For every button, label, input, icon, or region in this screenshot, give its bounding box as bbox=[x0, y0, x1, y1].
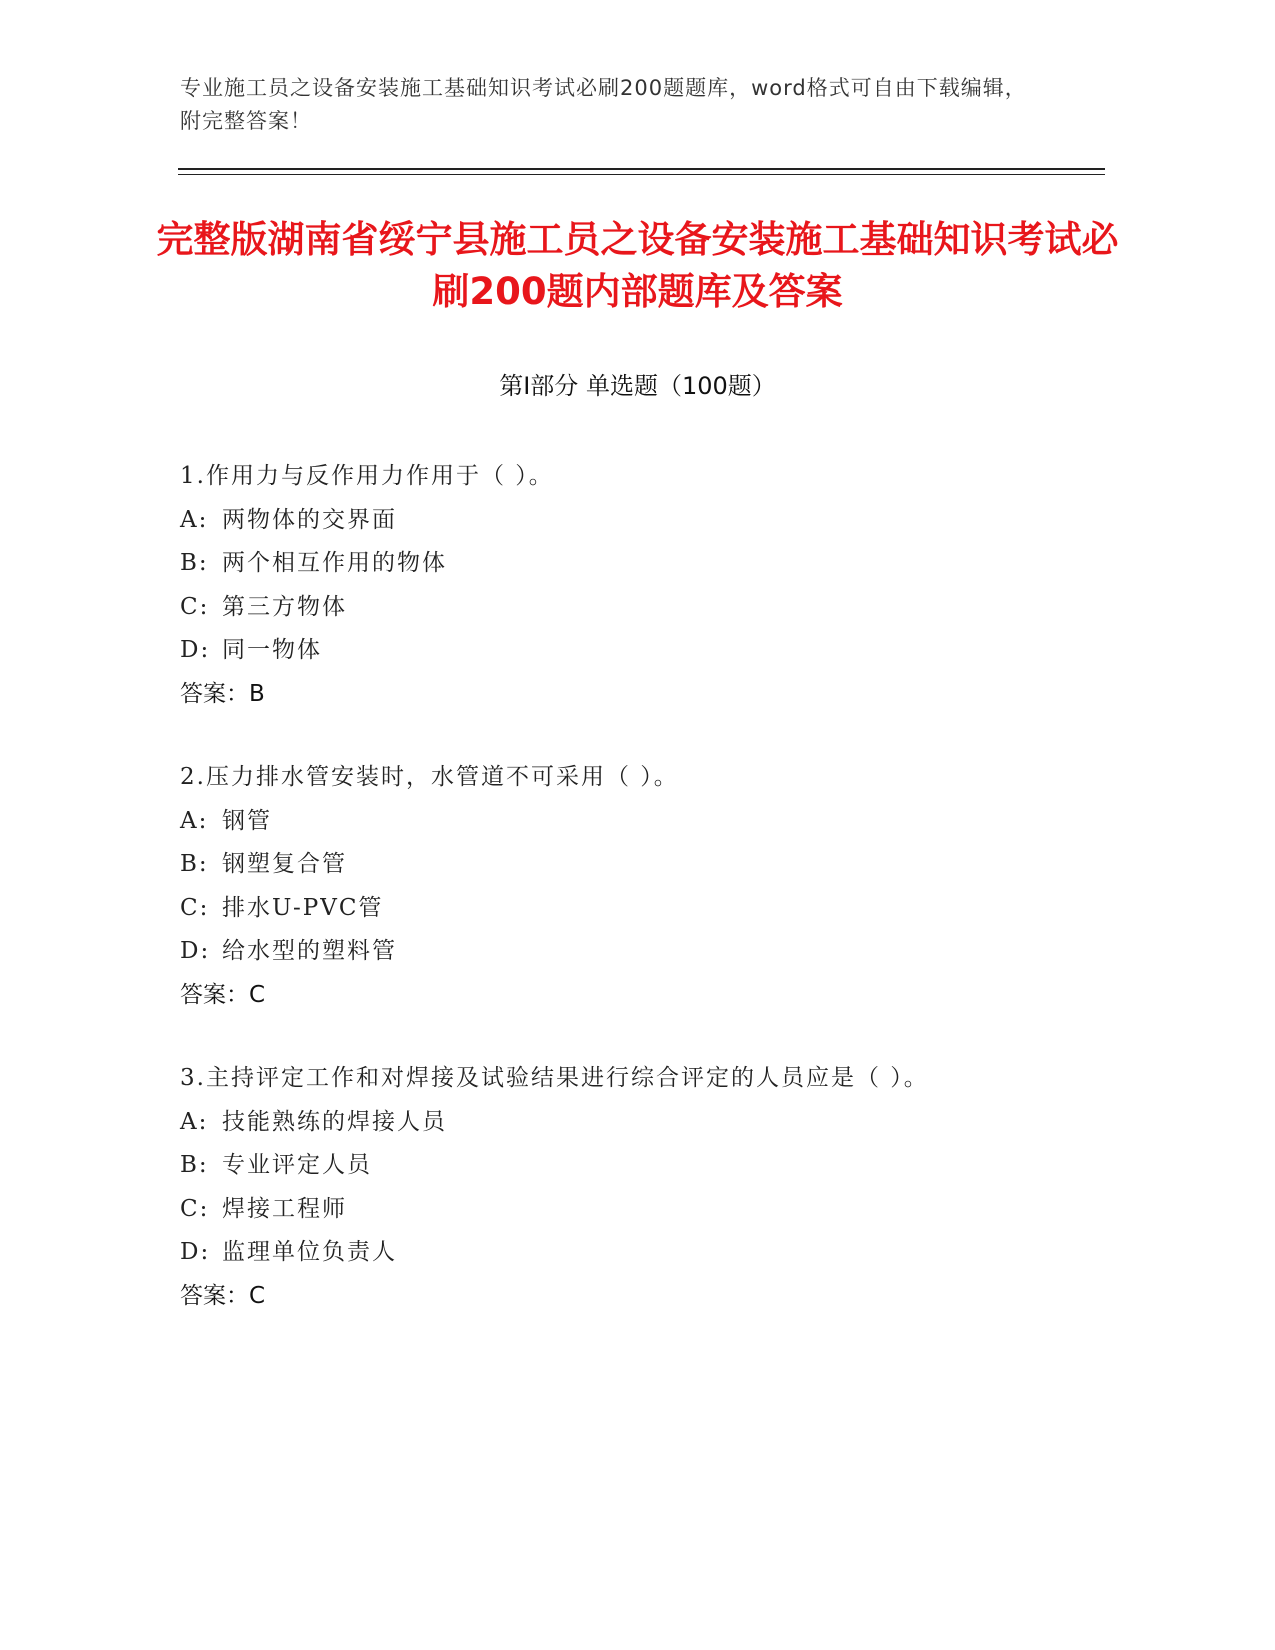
option-text: 两个相互作用的物体 bbox=[222, 550, 447, 576]
answer: 答案：B bbox=[180, 680, 265, 707]
option-text: 监理单位负责人 bbox=[222, 1239, 397, 1265]
option-letter: B: bbox=[180, 550, 209, 576]
option-text: 技能熟练的焊接人员 bbox=[222, 1108, 447, 1135]
option-text: 排水U-PVC管 bbox=[222, 894, 384, 921]
option-b bbox=[180, 542, 1080, 586]
question-stem: 3.主持评定工作和对焊接及试验结果进行综合评定的人员应是（ ）。 bbox=[180, 1065, 929, 1091]
option-letter: B: bbox=[180, 851, 209, 877]
option-a bbox=[180, 499, 1080, 543]
option-d bbox=[180, 629, 1080, 673]
question-stem: 1.作用力与反作用力作用于（ ）。 bbox=[180, 463, 554, 489]
option-text: 专业评定人员 bbox=[222, 1152, 372, 1178]
option-text: 第三方物体 bbox=[222, 593, 347, 620]
header-note: 专业施工员之设备安装施工基础知识考试必刷200题题库，word格式可自由下载编辑，附完整答案！ bbox=[180, 76, 1027, 133]
question-list bbox=[180, 455, 1080, 1358]
option-text: 同一物体 bbox=[222, 637, 322, 663]
option-letter: D: bbox=[180, 637, 211, 663]
option-letter: C: bbox=[180, 1195, 210, 1222]
option-c bbox=[180, 586, 1080, 630]
option-text: 钢塑复合管 bbox=[222, 851, 347, 877]
option-text: 钢管 bbox=[222, 807, 272, 834]
option-text: 焊接工程师 bbox=[222, 1195, 347, 1222]
document-title: 完整版湖南省绥宁县施工员之设备安装施工基础知识考试必刷200题内部题库及答案 bbox=[156, 218, 1119, 313]
option-letter: A: bbox=[180, 506, 209, 533]
option-letter: D: bbox=[180, 1239, 211, 1265]
header-divider-thick bbox=[178, 168, 1105, 170]
option-letter: A: bbox=[180, 807, 209, 834]
question-3 bbox=[180, 1057, 1080, 1318]
question-1 bbox=[180, 455, 1080, 716]
option-b bbox=[180, 1144, 1080, 1188]
answer: 答案：C bbox=[180, 1282, 266, 1309]
option-d bbox=[180, 930, 1080, 974]
option-c bbox=[180, 887, 1080, 931]
option-text: 给水型的塑料管 bbox=[222, 938, 397, 964]
option-letter: D: bbox=[180, 938, 211, 964]
option-letter: C: bbox=[180, 593, 210, 620]
option-letter: B: bbox=[180, 1152, 209, 1178]
section-heading: 第I部分 单选题（100题） bbox=[499, 372, 776, 400]
option-d bbox=[180, 1231, 1080, 1275]
header-divider-thin bbox=[178, 174, 1105, 175]
option-a bbox=[180, 1101, 1080, 1145]
option-a bbox=[180, 800, 1080, 844]
option-letter: A: bbox=[180, 1108, 209, 1135]
question-2 bbox=[180, 756, 1080, 1017]
option-b bbox=[180, 843, 1080, 887]
answer: 答案：C bbox=[180, 981, 266, 1008]
question-stem: 2.压力排水管安装时，水管道不可采用（ ）。 bbox=[180, 764, 679, 790]
option-c bbox=[180, 1188, 1080, 1232]
option-letter: C: bbox=[180, 894, 210, 921]
option-text: 两物体的交界面 bbox=[222, 506, 397, 533]
